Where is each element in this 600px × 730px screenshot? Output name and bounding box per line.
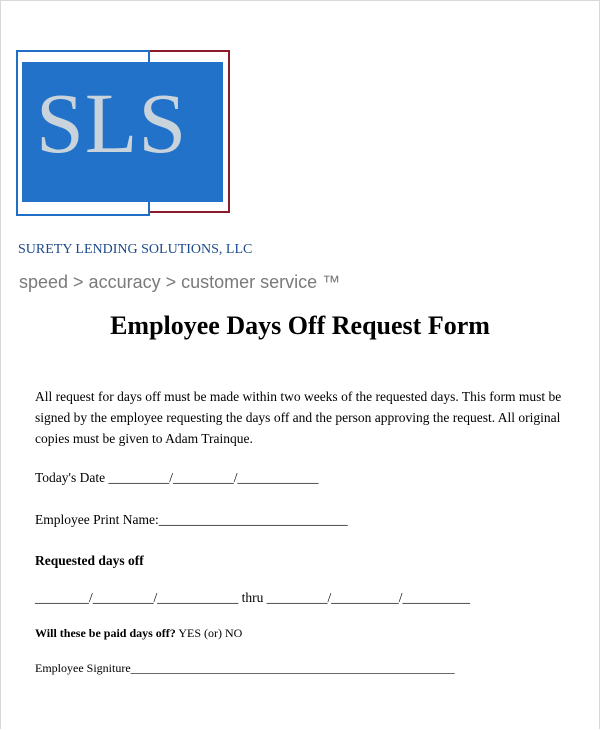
company-name: SURETY LENDING SOLUTIONS, LLC [18, 242, 253, 257]
employee-signature-field[interactable]: Employee Signiture______________________________________________________ [35, 661, 455, 675]
employee-print-name-field[interactable]: Employee Print Name:____________________________ [35, 512, 348, 527]
requested-days-field[interactable]: ________/_________/____________ thru _________/__________/__________ [35, 590, 470, 605]
requested-days-label: Requested days off [35, 553, 144, 568]
company-logo [16, 50, 234, 218]
tagline: speed > accuracy > customer service ™ [19, 272, 341, 292]
logo-text: SLS [36, 75, 188, 171]
form-title: Employee Days Off Request Form [110, 311, 490, 340]
paid-days-question-row [35, 625, 242, 641]
intro-paragraph: All request for days off must be made within two weeks of the requested days. This form must be signed by the employee requesting the days off and the person approving the request. All original copies must be given to Adam Trainque. [35, 389, 562, 446]
paid-days-options[interactable]: YES (or) NO [175, 626, 243, 640]
paid-days-question: Will these be paid days off? [35, 626, 176, 640]
todays-date-field[interactable]: Today's Date _________/_________/____________ [35, 470, 319, 485]
